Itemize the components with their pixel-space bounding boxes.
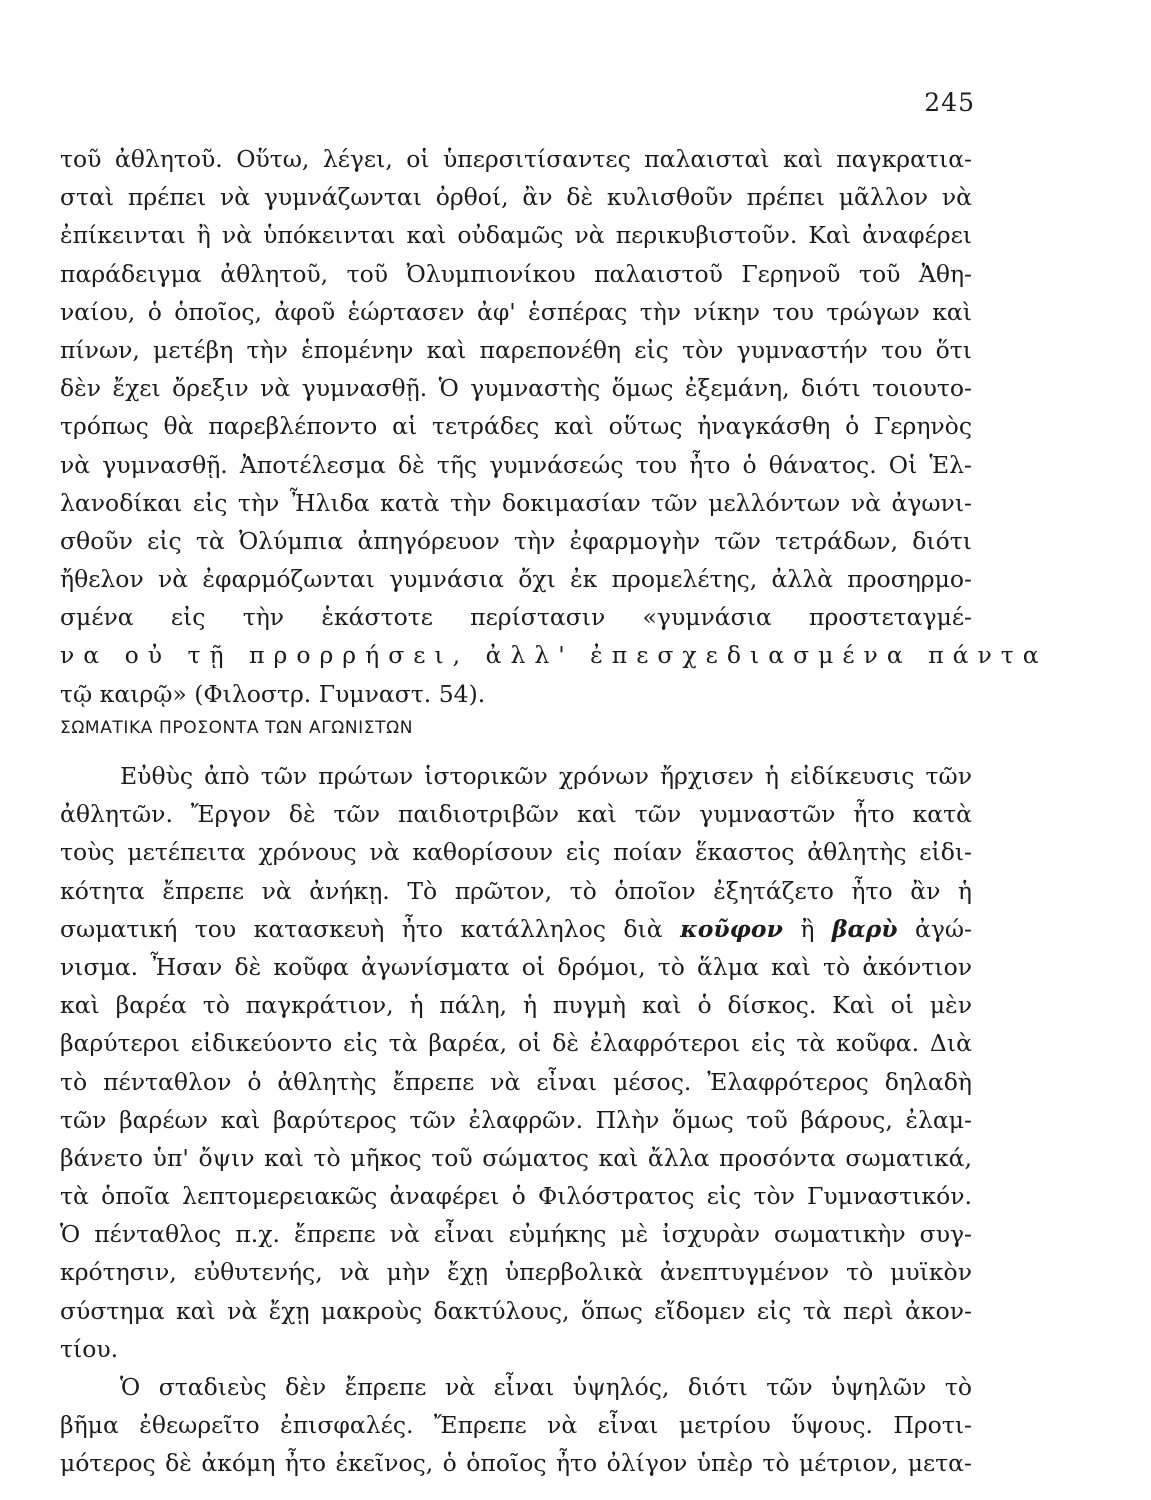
paragraph-continued bbox=[60, 140, 1048, 713]
text-line-with-bold bbox=[60, 910, 972, 948]
bold-term-heavy: βαρὺ bbox=[831, 914, 898, 943]
text-line: τοὺς μετέπειτα χρόνους νὰ καθορίσουν εἰς ποίαν ἕκαστος ἀθλητὴς εἰδι- bbox=[60, 838, 972, 867]
text-line: κότητα ἔπρεπε νὰ ἀνήκῃ. Τὸ πρῶτον, τὸ ὁποῖον ἐξητάζετο ἦτο ἂν ἡ bbox=[60, 876, 972, 905]
text-segment: σωματική του κατασκευὴ ἦτο κατάλληλος διὰ bbox=[60, 914, 681, 943]
text-line: βῆμα ἐθεωρεῖτο ἐπισφαλές. Ἔπρεπε νὰ εἶναι μετρίου ὕψους. Προτι- bbox=[60, 1411, 972, 1440]
section-heading: ΣΩΜΑΤΙΚΑ ΠΡΟΣΟΝΤΑ ΤΩΝ ΑΓΩΝΙΣΤΩΝ bbox=[60, 718, 414, 738]
text-line: ναίου, ὁ ὁποῖος, ἀφοῦ ἑώρτασεν ἀφ' ἑσπέρας τὴν νίκην του τρώγων καὶ bbox=[60, 297, 972, 326]
text-line: μότερος δὲ ἀκόμη ἦτο ἐκεῖνος, ὁ ὁποῖος ἦτο ὀλίγον ὑπὲρ τὸ μέτριον, μετα- bbox=[60, 1449, 972, 1478]
text-line: Ὁ σταδιεὺς δὲν ἔπρεπε νὰ εἶναι ὑψηλός, διότι τῶν ὑψηλῶν τὸ bbox=[120, 1373, 972, 1401]
text-line-spaced-quote: σμένα εἰς τὴν ἑκάστοτε περίστασιν «γυμνάσια προστεταγμέ- bbox=[60, 603, 972, 632]
text-line: ἐπίκεινται ἢ νὰ ὑπόκεινται καὶ οὐδαμῶς νὰ περικυβιστοῦν. Καὶ ἀναφέρει bbox=[60, 221, 972, 250]
paragraph-body bbox=[60, 757, 972, 1483]
text-line: δὲν ἔχει ὄρεξιν νὰ γυμνασθῇ. Ὁ γυμναστὴς ὅμως ἐξεμάνη, διότι τοιουτο- bbox=[60, 374, 972, 403]
text-segment: ἀγώ- bbox=[897, 914, 972, 943]
text-line: σταὶ πρέπει νὰ γυμνάζωνται ὀρθοί, ἂν δὲ κυλισθοῦν πρέπει μᾶλλον νὰ bbox=[60, 183, 972, 212]
text-line: νὰ γυμνασθῇ. Ἀποτέλεσμα δὲ τῆς γυμνάσεώς του ἦτο ὁ θάνατος. Οἱ Ἑλ- bbox=[60, 450, 972, 479]
bold-term-light: κοῦφον bbox=[680, 914, 783, 943]
text-line: τοῦ ἀθλητοῦ. Οὕτω, λέγει, οἱ ὑπερσιτίσαντες παλαισταὶ καὶ παγκρατια- bbox=[60, 145, 972, 173]
text-line-last: τῷ καιρῷ» (Φιλοστρ. Γυμναστ. 54). bbox=[60, 679, 486, 708]
text-line: καὶ βαρέα τὸ παγκράτιον, ἡ πάλη, ἡ πυγμὴ καὶ ὁ δίσκος. Καὶ οἱ μὲν bbox=[60, 991, 972, 1020]
text-line: νισμα. Ἦσαν δὲ κοῦφα ἀγωνίσματα οἱ δρόμοι, τὸ ἅλμα καὶ τὸ ἀκόντιον bbox=[60, 952, 972, 981]
text-line: τὸ πένταθλον ὁ ἀθλητὴς ἔπρεπε νὰ εἶναι μέσος. Ἐλαφρότερος δηλαδὴ bbox=[60, 1067, 972, 1096]
text-line: ἤθελον νὰ ἐφαρμόζωνται γυμνάσια ὄχι ἐκ προμελέτης, ἀλλὰ προσηρμο- bbox=[60, 565, 972, 594]
text-line: τρόπως θὰ παρεβλέποντο αἱ τετράδες καὶ οὕτως ἠναγκάσθη ὁ Γερηνὸς bbox=[60, 412, 972, 441]
text-line: κρότησιν, εὐθυτενής, νὰ μὴν ἔχῃ ὑπερβολικὰ ἀνεπτυγμένον τὸ μυϊκὸν bbox=[60, 1258, 972, 1287]
text-line: Εὐθὺς ἀπὸ τῶν πρώτων ἱστορικῶν χρόνων ἤρχισεν ἡ εἰδίκευσις τῶν bbox=[120, 762, 972, 790]
text-line: παράδειγμα ἀθλητοῦ, τοῦ Ὀλυμπιονίκου παλαιστοῦ Γερηνοῦ τοῦ Ἀθη- bbox=[60, 259, 972, 288]
text-line: βάνετο ὑπ' ὄψιν καὶ τὸ μῆκος τοῦ σώματος καὶ ἄλλα προσόντα σωματικά, bbox=[60, 1143, 972, 1172]
text-line-spaced-quote: να οὐ τῇ προρρήσει, ἀλλ' ἐπεσχεδιασμένα πάντα bbox=[60, 641, 1048, 670]
text-line: βαρύτεροι εἰδικεύοντο εἰς τὰ βαρέα, οἱ δὲ ἐλαφρότεροι εἰς τὰ κοῦφα. Διὰ bbox=[60, 1029, 972, 1058]
text-line: λανοδίκαι εἰς τὴν Ἦλιδα κατὰ τὴν δοκιμασίαν τῶν μελλόντων νὰ ἀγωνι- bbox=[60, 488, 972, 517]
text-line: ἀθλητῶν. Ἔργον δὲ τῶν παιδιοτριβῶν καὶ τῶν γυμναστῶν ἦτο κατὰ bbox=[60, 800, 972, 829]
text-segment: ἢ bbox=[782, 914, 832, 943]
text-line: τὰ ὁποῖα λεπτομερειακῶς ἀναφέρει ὁ Φιλόστρατος εἰς τὸν Γυμναστικόν. bbox=[60, 1182, 972, 1211]
text-line: σθοῦν εἰς τὰ Ὀλύμπια ἀπηγόρευον τὴν ἐφαρμογὴν τῶν τετράδων, διότι bbox=[60, 526, 972, 555]
text-line: σύστημα καὶ νὰ ἔχῃ μακροὺς δακτύλους, ὅπως εἴδομεν εἰς τὰ περὶ ἀκον- bbox=[60, 1296, 972, 1325]
text-line: πίνων, μετέβη τὴν ἑπομένην καὶ παρεπονέθη εἰς τὸν γυμναστήν του ὅτι bbox=[60, 335, 972, 364]
text-line-last: τίου. bbox=[60, 1334, 119, 1363]
page-number: 245 bbox=[924, 88, 975, 117]
text-line: τῶν βαρέων καὶ βαρύτερος τῶν ἐλαφρῶν. Πλὴν ὅμως τοῦ βάρους, ἐλαμ- bbox=[60, 1105, 972, 1134]
text-line: Ὁ πένταθλος π.χ. ἔπρεπε νὰ εἶναι εὐμήκης μὲ ἰσχυρὰν σωματικὴν συγ- bbox=[60, 1220, 972, 1249]
